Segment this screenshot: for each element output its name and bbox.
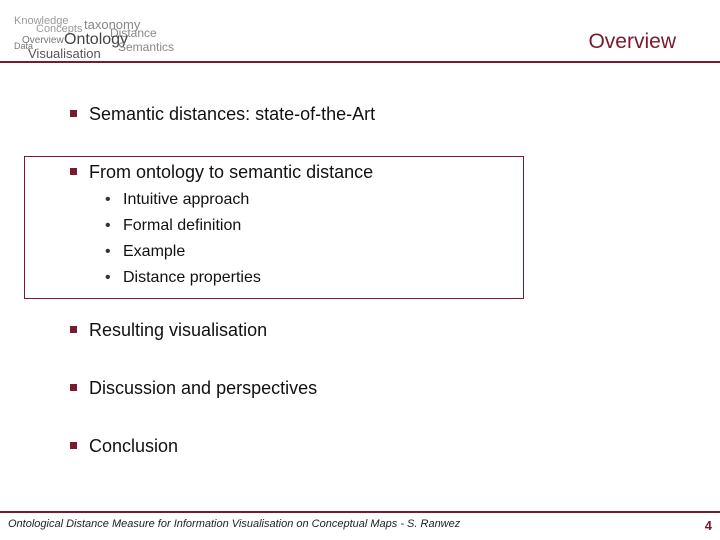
outline-item-label: Conclusion [89, 436, 179, 456]
outline-subitem [105, 243, 185, 261]
square-bullet-icon [70, 442, 77, 449]
dot-bullet-icon: • [105, 191, 111, 208]
dot-bullet-icon: • [105, 243, 111, 260]
logo-word: Overview [22, 35, 64, 46]
outline-subitem-label: Distance properties [123, 269, 261, 286]
dot-bullet-icon: • [105, 269, 111, 286]
logo-word: Concepts [36, 23, 83, 35]
outline-item [70, 320, 267, 341]
footer-citation: Ontological Distance Measure for Information Visualisation on Conceptual Maps - S. Ranwez [8, 518, 461, 530]
outline-item-label: Resulting visualisation [89, 320, 268, 340]
logo-word: Semantics [118, 40, 175, 54]
footer-divider [0, 511, 720, 513]
logo-word: taxonomy [84, 17, 141, 32]
square-bullet-icon [70, 168, 77, 175]
square-bullet-icon [70, 326, 77, 333]
outline-item [70, 104, 375, 125]
outline-item [70, 436, 178, 457]
logo-word: Distance [110, 26, 157, 40]
logo-word: Visualisation [28, 46, 101, 61]
outline-subitem-label: Formal definition [123, 217, 242, 234]
slide-title: Overview [588, 30, 676, 53]
square-bullet-icon [70, 110, 77, 117]
outline-subitem [105, 269, 261, 287]
logo-word: Knowledge [14, 15, 69, 27]
logo-word-cloud [12, 14, 182, 66]
outline-item-label: Semantic distances: state-of-the-Art [89, 104, 376, 124]
outline-subitem [105, 191, 249, 209]
page-number: 4 [704, 518, 712, 533]
outline-subitem-label: Example [123, 243, 186, 260]
logo-word: Data [14, 41, 34, 51]
outline-subitem [105, 217, 241, 235]
logo-word: Ontology [64, 31, 129, 48]
outline-item-current [70, 162, 373, 183]
square-bullet-icon [70, 384, 77, 391]
outline-subitem-label: Intuitive approach [123, 191, 250, 208]
outline-item-label: From ontology to semantic distance [89, 162, 374, 182]
outline-item-label: Discussion and perspectives [89, 378, 318, 398]
header-divider [0, 61, 720, 63]
outline-item [70, 378, 317, 399]
dot-bullet-icon: • [105, 217, 111, 234]
